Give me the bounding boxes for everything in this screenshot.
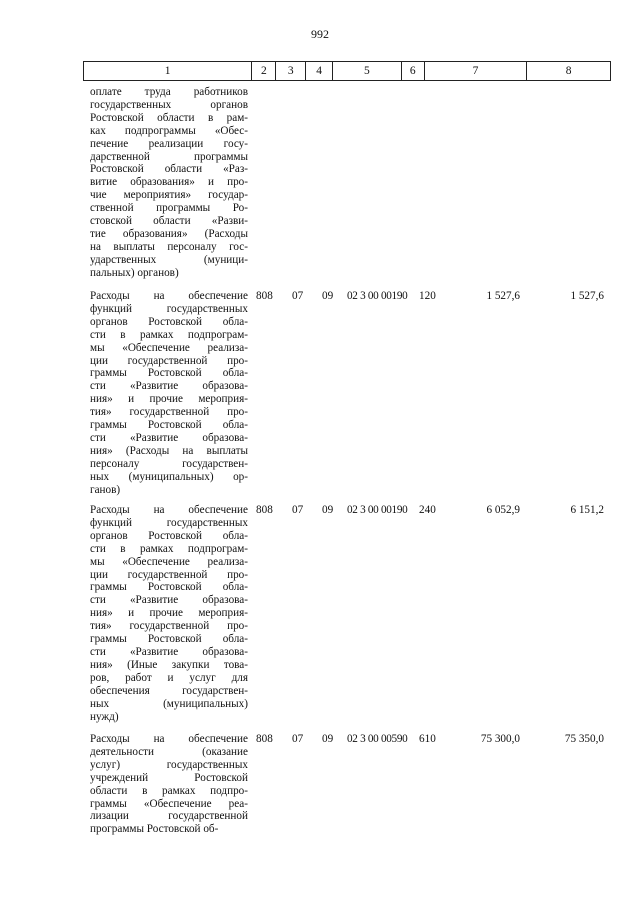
description-line: ственной программы Ро- xyxy=(90,202,248,215)
description-line: сти в рамках подпрограм- xyxy=(90,328,248,341)
header-col-3: 3 xyxy=(276,62,306,80)
row-description xyxy=(90,504,248,723)
description-line: органов Ростовской обла- xyxy=(90,529,248,542)
description-line: мы «Обеспечение реализа- xyxy=(90,341,248,354)
description-line: Расходы на обеспечение xyxy=(90,733,248,745)
cell-expense-type: 240 xyxy=(419,504,436,516)
description-line: функций государственных xyxy=(90,516,248,529)
description-line: тия» государственной про- xyxy=(90,620,248,633)
cell-amount-2: 6 151,2 xyxy=(570,504,604,516)
description-line: программы Ростовской об- xyxy=(90,823,219,836)
description-line: оплате труда работников xyxy=(90,86,248,98)
cell-target-article: 02 3 00 00190 xyxy=(347,504,408,516)
description-line: деятельности (оказание xyxy=(90,745,248,758)
description-line: стовской области «Разви- xyxy=(90,215,248,228)
cell-target-article: 02 3 00 00190 xyxy=(347,290,408,302)
description-line: ния» и прочие мероприя- xyxy=(90,393,248,406)
description-line: Ростовской области «Раз- xyxy=(90,163,248,176)
description-line: сти в рамках подпрограм- xyxy=(90,542,248,555)
cell-grbs: 808 xyxy=(256,290,273,302)
description-line: печение реализации госу- xyxy=(90,137,248,150)
cell-subsection: 09 xyxy=(322,733,334,745)
row-description xyxy=(90,733,248,836)
description-line: обеспечения государствен- xyxy=(90,684,248,697)
description-line: ния» и прочие мероприя- xyxy=(90,607,248,620)
description-line: граммы «Обеспечение реа- xyxy=(90,797,248,810)
cell-target-article: 02 3 00 00590 xyxy=(347,733,408,745)
description-line: лизации государственной xyxy=(90,810,248,823)
cell-amount-1: 75 300,0 xyxy=(480,733,520,745)
description-line: граммы Ростовской обла- xyxy=(90,633,248,646)
description-line: органов Ростовской обла- xyxy=(90,315,248,328)
description-line: на выплаты персоналу гос- xyxy=(90,240,248,253)
description-line: граммы Ростовской обла- xyxy=(90,581,248,594)
cell-grbs: 808 xyxy=(256,504,273,516)
header-col-4: 4 xyxy=(306,62,333,80)
description-line: витие образования» и про- xyxy=(90,176,248,189)
cell-section: 07 xyxy=(292,290,304,302)
cell-expense-type: 120 xyxy=(419,290,436,302)
cell-amount-1: 6 052,9 xyxy=(486,504,520,516)
cell-amount-1: 1 527,6 xyxy=(486,290,520,302)
description-line: нужд) xyxy=(90,710,119,723)
header-col-5: 5 xyxy=(333,62,402,80)
cell-amount-2: 75 350,0 xyxy=(564,733,604,745)
description-line: ных (муниципальных) ор- xyxy=(90,470,248,483)
cell-expense-type: 610 xyxy=(419,733,436,745)
description-line: тия» государственной про- xyxy=(90,406,248,419)
description-line: ных (муниципальных) xyxy=(90,697,248,710)
description-line: учреждений Ростовской xyxy=(90,771,248,784)
description-line: Расходы на обеспечение xyxy=(90,290,248,302)
table-header xyxy=(83,61,611,81)
description-line: государственных органов xyxy=(90,98,248,111)
description-line: области в рамках подпро- xyxy=(90,784,248,797)
description-line: мы «Обеспечение реализа- xyxy=(90,555,248,568)
page-number: 992 xyxy=(311,27,329,41)
description-line: пальных) органов) xyxy=(90,266,179,279)
cell-section: 07 xyxy=(292,504,304,516)
description-line: Ростовской области в рам- xyxy=(90,111,248,124)
description-line: граммы Ростовской обла- xyxy=(90,419,248,432)
description-line: ции государственной про- xyxy=(90,354,248,367)
description-line: сти «Развитие образова- xyxy=(90,645,248,658)
description-line: персоналу государствен- xyxy=(90,457,248,470)
header-col-6: 6 xyxy=(402,62,425,80)
header-col-8: 8 xyxy=(565,65,572,77)
description-line: ках подпрограммы «Обес- xyxy=(90,124,248,137)
description-line: ударственных (муници- xyxy=(90,253,248,266)
description-line: тие образования» (Расходы xyxy=(90,227,248,240)
description-line: сти «Развитие образова- xyxy=(90,594,248,607)
description-line: ния» (Иные закупки това- xyxy=(90,658,248,671)
header-col-2: 2 xyxy=(252,62,276,80)
description-line: чие мероприятия» государ- xyxy=(90,189,248,202)
description-line: граммы Ростовской обла- xyxy=(90,367,248,380)
description-line: функций государственных xyxy=(90,302,248,315)
header-col-7: 7 xyxy=(425,62,528,80)
cell-grbs: 808 xyxy=(256,733,273,745)
description-line: ции государственной про- xyxy=(90,568,248,581)
cell-subsection: 09 xyxy=(322,290,334,302)
description-line: сти «Развитие образова- xyxy=(90,431,248,444)
row-description xyxy=(90,86,248,280)
cell-section: 07 xyxy=(292,733,304,745)
description-line: Расходы на обеспечение xyxy=(90,504,248,516)
description-line: ров, работ и услуг для xyxy=(90,671,248,684)
description-line: ния» (Расходы на выплаты xyxy=(90,444,248,457)
cell-amount-2: 1 527,6 xyxy=(570,290,604,302)
cell-subsection: 09 xyxy=(322,504,334,516)
row-description xyxy=(90,290,248,497)
description-line: ганов) xyxy=(90,483,121,496)
description-line: сти «Развитие образова- xyxy=(90,380,248,393)
description-line: услуг) государственных xyxy=(90,758,248,771)
header-col-1: 1 xyxy=(84,62,252,80)
description-line: дарственной программы xyxy=(90,150,248,163)
